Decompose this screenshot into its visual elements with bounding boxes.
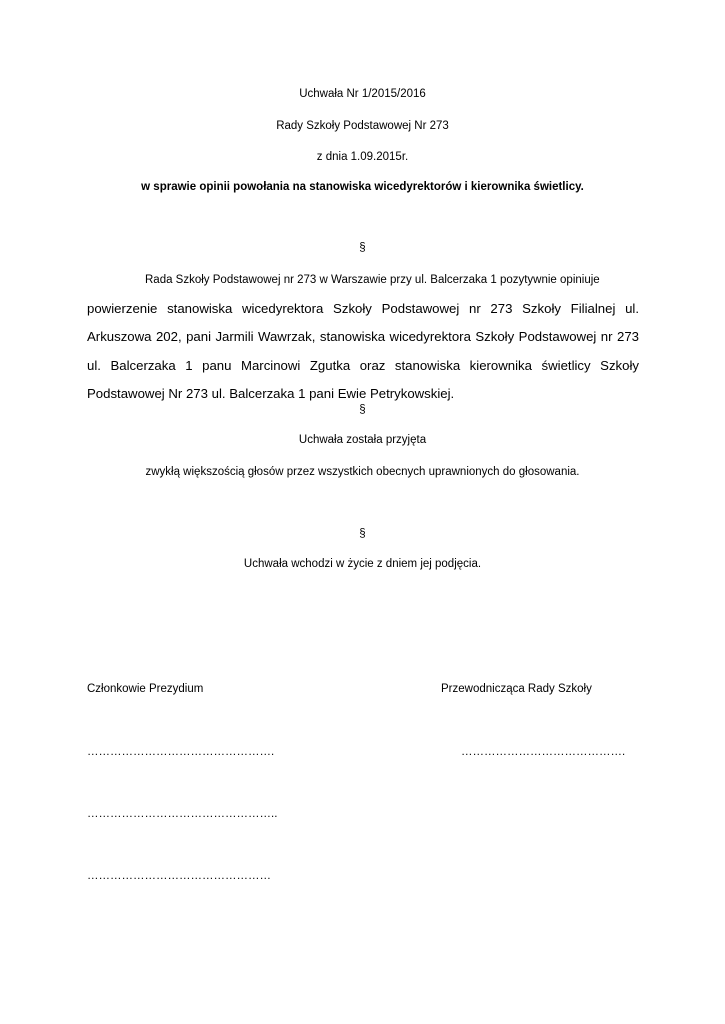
section-1-paragraph — [87, 266, 639, 409]
section-2-line-1: Uchwała została przyjęta — [298, 434, 427, 446]
resolution-title: Uchwała Nr 1/2015/2016 — [299, 88, 426, 100]
section-mark-2: § — [359, 404, 366, 416]
section-2-line-2: zwykłą większością głosów przez wszystkich obecnych uprawnionych do głosowania. — [145, 466, 580, 478]
council-chair-label: Przewodnicząca Rady Szkoły — [441, 683, 592, 695]
section-3-text: Uchwała wchodzi w życie z dniem jej podjęcia. — [243, 558, 482, 570]
signature-line: …………………………………………. — [87, 746, 275, 758]
resolution-issuer: Rady Szkoły Podstawowej Nr 273 — [276, 120, 449, 132]
section-mark-3: § — [359, 528, 366, 540]
resolution-date: z dnia 1.09.2015r. — [316, 151, 409, 163]
section-mark-1: § — [359, 242, 366, 254]
signature-line: ………………………………………….. — [87, 808, 278, 820]
chair-signature-line: ……………………………………. — [461, 746, 626, 758]
section-1-text: powierzenie stanowiska wicedyrektora Szkoły Podstawowej nr 273 Szkoły Filialnej ul. Arkuszowa 202, pani Jarmili Wawrzak, stanowiska wicedyrektora Szkoły Podstawowej nr 273 ul. Balcerzaka 1 panu Marcinowi Zgutka oraz stanowiska kierownika świetlicy Szkoły Podstawowej Nr 273 ul. Balcerzaka 1 pani Ewie Petrykowskiej. — [87, 300, 639, 401]
presidium-members-label: Członkowie Prezydium — [87, 683, 204, 695]
signature-line: ………………………………………… — [87, 870, 271, 882]
resolution-subject: w sprawie opinii powołania na stanowiska wicedyrektorów i kierownika świetlicy. — [141, 181, 584, 193]
section-1-first-line: Rada Szkoły Podstawowej nr 273 w Warszawie przy ul. Balcerzaka 1 pozytywnie opiniuje — [145, 274, 600, 286]
